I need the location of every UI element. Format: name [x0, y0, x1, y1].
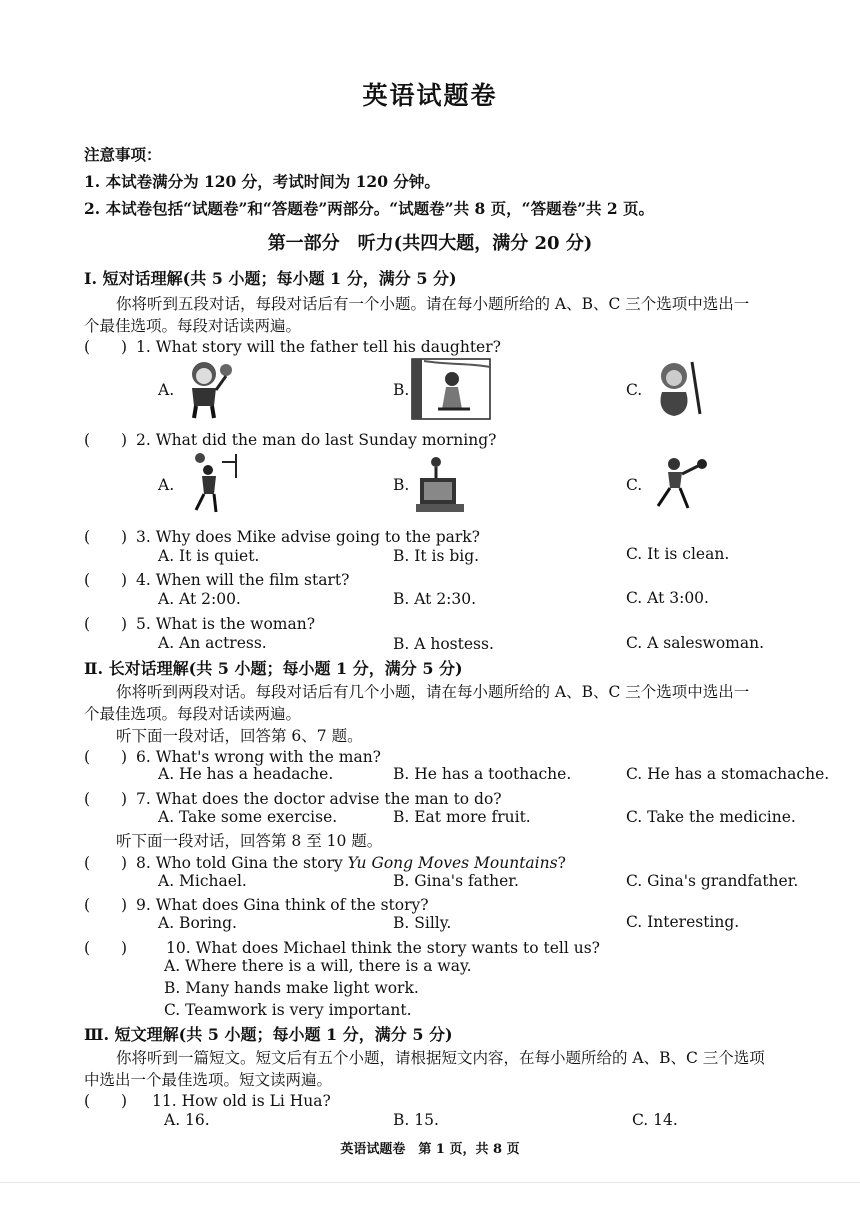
question-1 — [84, 335, 501, 357]
section-1-instruction-line-2: 个最佳选项。每段对话读两遍。 — [84, 317, 302, 335]
question-text: 10. What does Michael think the story wants to tell us? — [166, 939, 600, 957]
question-text: 8. Who told Gina the story — [136, 854, 348, 872]
option-9b: B. Silly. — [393, 914, 452, 932]
option-10c: C. Teamwork is very important. — [164, 1001, 412, 1019]
option-1b-label: B. — [393, 381, 410, 399]
answer-blank[interactable]: ( ) — [84, 790, 128, 808]
option-2b-label: B. — [393, 476, 410, 494]
answer-blank[interactable]: ( ) — [84, 571, 128, 589]
option-8a: A. Michael. — [158, 872, 247, 890]
option-6a: A. He has a headache. — [158, 765, 334, 783]
answer-blank[interactable]: ( ) — [84, 748, 128, 766]
option-11c: C. 14. — [632, 1111, 678, 1129]
option-6c: C. He has a stomachache. — [626, 765, 830, 783]
option-11a: A. 16. — [164, 1111, 210, 1129]
question-2 — [84, 428, 496, 450]
option-11b: B. 15. — [393, 1111, 439, 1129]
answer-blank[interactable]: ( ) — [84, 1092, 128, 1110]
monkey-king-icon — [648, 358, 708, 420]
option-9c: C. Interesting. — [626, 913, 740, 931]
notice-item-2: 2. 本试卷包括“试题卷”和“答题卷”两部分。“试题卷”共 8 页，“答题卷”共 2 页。 — [84, 199, 655, 218]
question-9 — [84, 893, 429, 915]
question-10 — [84, 936, 600, 958]
question-text: 3. Why does Mike advise going to the park? — [136, 528, 480, 546]
option-7c: C. Take the medicine. — [626, 808, 796, 826]
option-4a: A. At 2:00. — [158, 590, 241, 608]
option-2a-label: A. — [158, 476, 175, 494]
subsection-6-7-instruction: 听下面一段对话，回答第 6、7 题。 — [116, 727, 363, 745]
person-sitting-icon — [410, 357, 492, 421]
option-9a: A. Boring. — [158, 914, 237, 932]
section-1-heading: Ⅰ. 短对话理解(共 5 小题；每小题 1 分，满分 5 分) — [84, 269, 457, 288]
section-2-instruction-line-2: 个最佳选项。每段对话读两遍。 — [84, 705, 302, 723]
section-3-instruction-line-1: 你将听到一篇短文。短文后有五个小题，请根据短文内容，在每小题所给的 A、B、C 三个选项 — [116, 1049, 765, 1067]
person-watching-tv-icon — [412, 456, 468, 516]
section-2-heading: Ⅱ. 长对话理解(共 5 小题；每小题 1 分，满分 5 分) — [84, 659, 463, 678]
question-11 — [84, 1089, 331, 1111]
option-4c: C. At 3:00. — [626, 589, 709, 607]
section-1-instruction-line-1: 你将听到五段对话，每段对话后有一个小题。请在每小题所给的 A、B、C 三个选项中选出一 — [116, 295, 750, 313]
question-text: 9. What does Gina think of the story? — [136, 896, 429, 914]
answer-blank[interactable]: ( ) — [84, 528, 128, 546]
section-3-heading: Ⅲ. 短文理解(共 5 小题；每小题 1 分，满分 5 分) — [84, 1025, 453, 1044]
question-3 — [84, 525, 480, 547]
part-one-heading: 第一部分 听力(共四大题，满分 20 分) — [267, 233, 593, 254]
option-5b: B. A hostess. — [393, 635, 494, 653]
cartoon-character-icon — [180, 358, 236, 420]
option-3c: C. It is clean. — [626, 545, 730, 563]
option-8c: C. Gina's grandfather. — [626, 872, 799, 890]
option-1a-label: A. — [158, 381, 175, 399]
option-7a: A. Take some exercise. — [158, 808, 338, 826]
answer-blank[interactable]: ( ) — [84, 615, 128, 633]
option-10b: B. Many hands make light work. — [164, 979, 419, 997]
question-text: 11. How old is Li Hua? — [152, 1092, 331, 1110]
notice-item-1: 1. 本试卷满分为 120 分，考试时间为 120 分钟。 — [84, 172, 440, 191]
option-5c: C. A saleswoman. — [626, 634, 765, 652]
option-3b: B. It is big. — [393, 547, 480, 565]
option-8b: B. Gina's father. — [393, 872, 519, 890]
answer-blank[interactable]: ( ) — [84, 338, 128, 356]
answer-blank[interactable]: ( ) — [84, 431, 128, 449]
answer-blank[interactable]: ( ) — [84, 854, 128, 872]
story-title: Yu Gong Moves Mountains — [347, 854, 558, 872]
question-7 — [84, 787, 502, 809]
option-3a: A. It is quiet. — [158, 547, 260, 565]
option-7b: B. Eat more fruit. — [393, 808, 531, 826]
option-2c-label: C. — [626, 476, 643, 494]
option-6b: B. He has a toothache. — [393, 765, 572, 783]
question-6 — [84, 745, 381, 767]
basketball-player-icon — [186, 452, 244, 516]
option-4b: B. At 2:30. — [393, 590, 477, 608]
answer-blank[interactable]: ( ) — [84, 939, 128, 957]
bottom-divider — [0, 1182, 860, 1183]
question-text: 5. What is the woman? — [136, 615, 316, 633]
question-mark: ? — [557, 854, 566, 872]
question-text: 4. When will the film start? — [136, 571, 350, 589]
question-5 — [84, 612, 315, 634]
question-text: 1. What story will the father tell his daughter? — [136, 338, 501, 356]
question-text: 2. What did the man do last Sunday morning? — [136, 431, 497, 449]
page-title: 英语试题卷 — [362, 81, 498, 110]
option-10a: A. Where there is a will, there is a way. — [164, 957, 472, 975]
table-tennis-player-icon — [648, 456, 710, 512]
subsection-8-10-instruction: 听下面一段对话，回答第 8 至 10 题。 — [116, 832, 383, 850]
question-text: 6. What's wrong with the man? — [136, 748, 381, 766]
page-footer: 英语试题卷 第 1 页，共 8 页 — [340, 1142, 520, 1157]
question-4 — [84, 568, 349, 590]
notice-heading: 注意事项： — [84, 145, 162, 164]
option-1c-label: C. — [626, 381, 643, 399]
option-5a: A. An actress. — [158, 634, 267, 652]
section-2-instruction-line-1: 你将听到两段对话。每段对话后有几个小题，请在每小题所给的 A、B、C 三个选项中选出一 — [116, 683, 750, 701]
answer-blank[interactable]: ( ) — [84, 896, 128, 914]
question-text: 7. What does the doctor advise the man to do? — [136, 790, 502, 808]
section-3-instruction-line-2: 中选出一个最佳选项。短文读两遍。 — [84, 1071, 333, 1089]
question-8 — [84, 851, 566, 873]
